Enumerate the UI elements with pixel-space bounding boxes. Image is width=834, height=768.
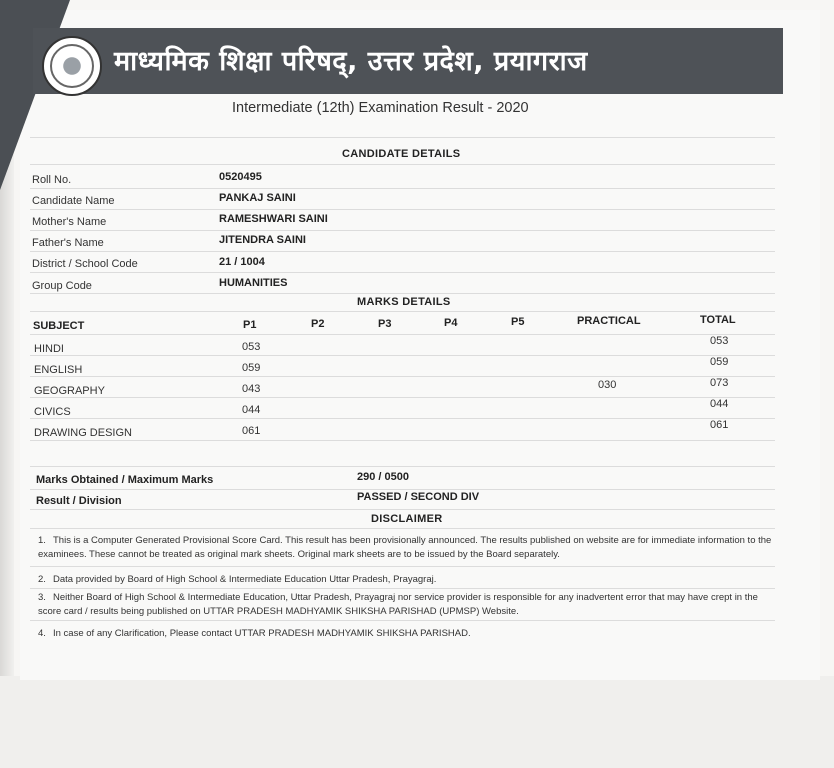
candidate-name-label: Candidate Name — [32, 195, 115, 207]
col-p1: P1 — [243, 319, 257, 331]
total-cell: 061 — [710, 419, 729, 431]
disclaimer-text: Neither Board of High School & Intermediate Education, Uttar Pradesh, Prayagraj nor service provider is responsible for any inadvertent error that may have crept in the score card / results being published on UTTAR PRADESH MADHYAMIK SHIKSHA PARISHAD (UPMSP) Website. — [38, 592, 758, 617]
divider — [30, 566, 775, 567]
disclaimer-text: Data provided by Board of High School & Intermediate Education Uttar Pradesh, Prayagraj. — [53, 574, 437, 585]
divider — [30, 397, 775, 398]
father-name-label: Father's Name — [32, 237, 104, 249]
divider — [30, 230, 775, 231]
total-cell: 053 — [710, 335, 729, 347]
divider — [30, 376, 775, 377]
divider — [30, 466, 775, 467]
divider — [30, 355, 775, 356]
total-cell: 059 — [710, 356, 729, 368]
disclaimer-text: In case of any Clarification, Please contact UTTAR PRADESH MADHYAMIK SHIKSHA PARISHAD. — [53, 628, 471, 639]
disclaimer-item — [38, 591, 778, 619]
subject-cell: ENGLISH — [34, 364, 83, 376]
board-logo — [42, 36, 102, 96]
father-name-value: JITENDRA SAINI — [219, 234, 306, 246]
col-p3: P3 — [378, 318, 392, 330]
divider — [30, 164, 775, 165]
disclaimer-heading: DISCLAIMER — [371, 513, 443, 525]
roll-no-label: Roll No. — [32, 174, 72, 186]
roll-no-value: 0520495 — [219, 171, 262, 183]
result-division-label: Result / Division — [36, 495, 122, 507]
divider — [30, 251, 775, 252]
subject-cell: DRAWING DESIGN — [34, 427, 132, 439]
disclaimer-item — [38, 627, 778, 641]
marks-obtained-value: 290 / 0500 — [357, 471, 409, 483]
col-subject: SUBJECT — [33, 320, 85, 332]
divider — [30, 489, 775, 490]
divider — [30, 137, 775, 138]
marks-details-heading: MARKS DETAILS — [357, 296, 451, 308]
divider — [30, 588, 775, 589]
divider — [30, 272, 775, 273]
p1-cell: 061 — [242, 425, 261, 437]
p1-cell: 043 — [242, 383, 261, 395]
disclaimer-text: This is a Computer Generated Provisional Score Card. This result has been provisionally announced. The results published on website are for immediate information to the examinees. These cannot be treated as original mark sheets. Original mark sheets are to be issued by the Board separately. — [38, 535, 772, 560]
divider — [30, 209, 775, 210]
divider — [30, 440, 775, 441]
p1-cell: 059 — [242, 362, 261, 374]
paper-bottom-area — [0, 676, 834, 768]
divider — [30, 620, 775, 621]
disclaimer-number: 4. — [38, 628, 46, 639]
exam-title: Intermediate (12th) Examination Result - 2020 — [232, 100, 529, 116]
subject-cell: CIVICS — [34, 406, 71, 418]
disclaimer-item — [38, 534, 778, 562]
divider — [30, 509, 775, 510]
divider — [30, 293, 775, 294]
group-code-label: Group Code — [32, 280, 92, 292]
col-p2: P2 — [311, 318, 325, 330]
divider — [30, 188, 775, 189]
district-school-code-value: 21 / 1004 — [219, 256, 265, 268]
col-p4: P4 — [444, 317, 458, 329]
p1-cell: 044 — [242, 404, 261, 416]
candidate-name-value: PANKAJ SAINI — [219, 192, 296, 204]
disclaimer-number: 3. — [38, 592, 46, 603]
divider — [30, 418, 775, 419]
col-practical: PRACTICAL — [577, 315, 641, 327]
divider — [30, 311, 775, 312]
total-cell: 044 — [710, 398, 729, 410]
disclaimer-item — [38, 573, 778, 587]
disclaimer-number: 1. — [38, 535, 46, 546]
candidate-details-heading: CANDIDATE DETAILS — [342, 148, 461, 160]
divider — [30, 528, 775, 529]
col-total: TOTAL — [700, 314, 736, 326]
total-cell: 073 — [710, 377, 729, 389]
marks-obtained-label: Marks Obtained / Maximum Marks — [36, 474, 214, 486]
result-division-value: PASSED / SECOND DIV — [357, 491, 480, 503]
emblem-icon — [50, 44, 94, 88]
group-code-value: HUMANITIES — [219, 277, 288, 289]
board-name-hindi: माध्यमिक शिक्षा परिषद्, उत्तर प्रदेश, प्रयागराज — [114, 46, 588, 77]
subject-cell: HINDI — [34, 343, 64, 355]
divider — [30, 334, 775, 335]
practical-cell: 030 — [598, 379, 617, 391]
subject-cell: GEOGRAPHY — [34, 385, 105, 397]
p1-cell: 053 — [242, 341, 261, 353]
mother-name-label: Mother's Name — [32, 216, 107, 228]
col-p5: P5 — [511, 316, 525, 328]
disclaimer-number: 2. — [38, 574, 46, 585]
mother-name-value: RAMESHWARI SAINI — [219, 213, 328, 225]
district-school-code-label: District / School Code — [32, 258, 138, 270]
